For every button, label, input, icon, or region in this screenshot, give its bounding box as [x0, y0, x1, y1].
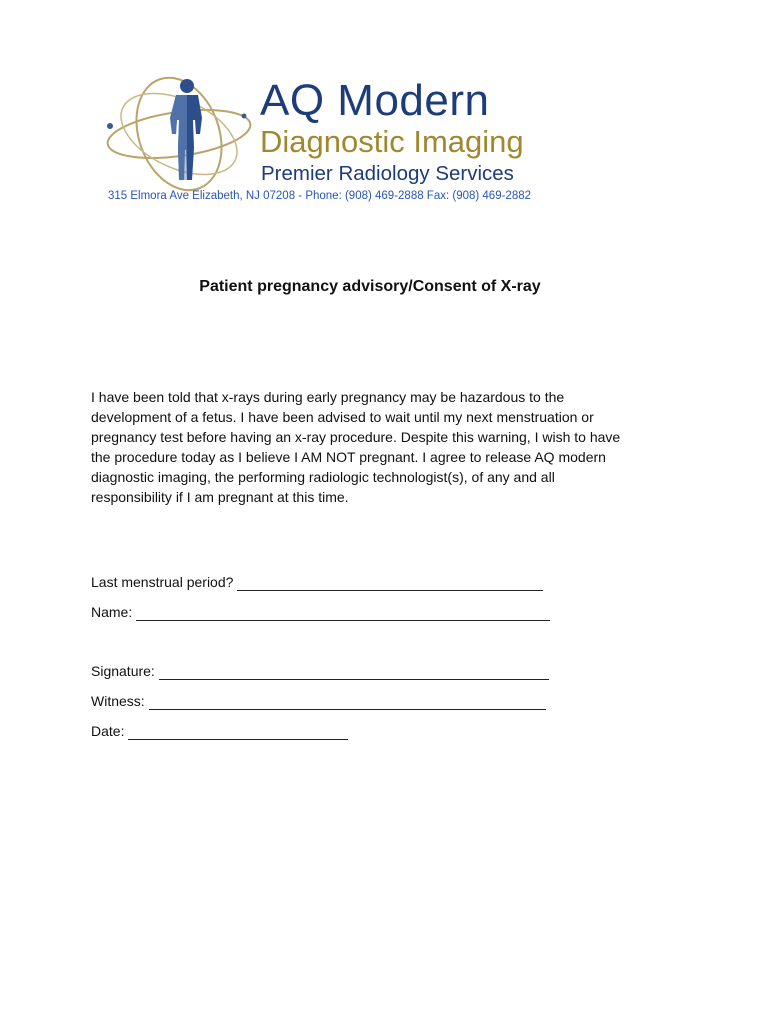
- signature-field: [91, 662, 549, 680]
- witness-field: [91, 692, 546, 710]
- last-menstrual-period-input[interactable]: [237, 576, 543, 591]
- last-menstrual-period-label: Last menstrual period?: [91, 574, 234, 590]
- paragraph-line: the procedure today as I believe I AM NOT pregnant. I agree to release AQ modern: [91, 449, 606, 465]
- name-label: Name:: [91, 604, 133, 620]
- witness-label: Witness:: [91, 693, 145, 709]
- paragraph-line: pregnancy test before having an x-ray procedure. Despite this warning, I wish to have: [91, 429, 621, 445]
- brand-tagline: Premier Radiology Services: [261, 162, 514, 185]
- paragraph-line: development of a fetus. I have been advised to wait until my next menstruation or: [91, 409, 594, 425]
- date-field: [91, 722, 348, 740]
- date-label: Date:: [91, 723, 125, 739]
- paragraph-line: responsibility if I am pregnant at this time.: [91, 489, 349, 505]
- advisory-paragraph: [91, 387, 681, 507]
- signature-label: Signature:: [91, 663, 155, 679]
- paragraph-line: diagnostic imaging, the performing radiologic technologist(s), of any and all: [91, 469, 555, 485]
- document-title: Patient pregnancy advisory/Consent of X-ray: [199, 278, 541, 295]
- last-menstrual-period-field: [91, 573, 543, 591]
- brand-subtitle: Diagnostic Imaging: [260, 124, 524, 159]
- human-figure-orbit-logo-icon: [104, 76, 254, 196]
- name-input[interactable]: [136, 606, 550, 621]
- signature-input[interactable]: [159, 665, 549, 680]
- contact-address: 315 Elmora Ave Elizabeth, NJ 07208 - Phone: (908) 469-2888 Fax: (908) 469-2882: [108, 190, 532, 202]
- witness-input[interactable]: [149, 695, 546, 710]
- paragraph-line: I have been told that x-rays during early pregnancy may be hazardous to the: [91, 389, 565, 405]
- brand-name: AQ Modern: [260, 76, 490, 125]
- date-input[interactable]: [128, 725, 348, 740]
- name-field: [91, 603, 550, 621]
